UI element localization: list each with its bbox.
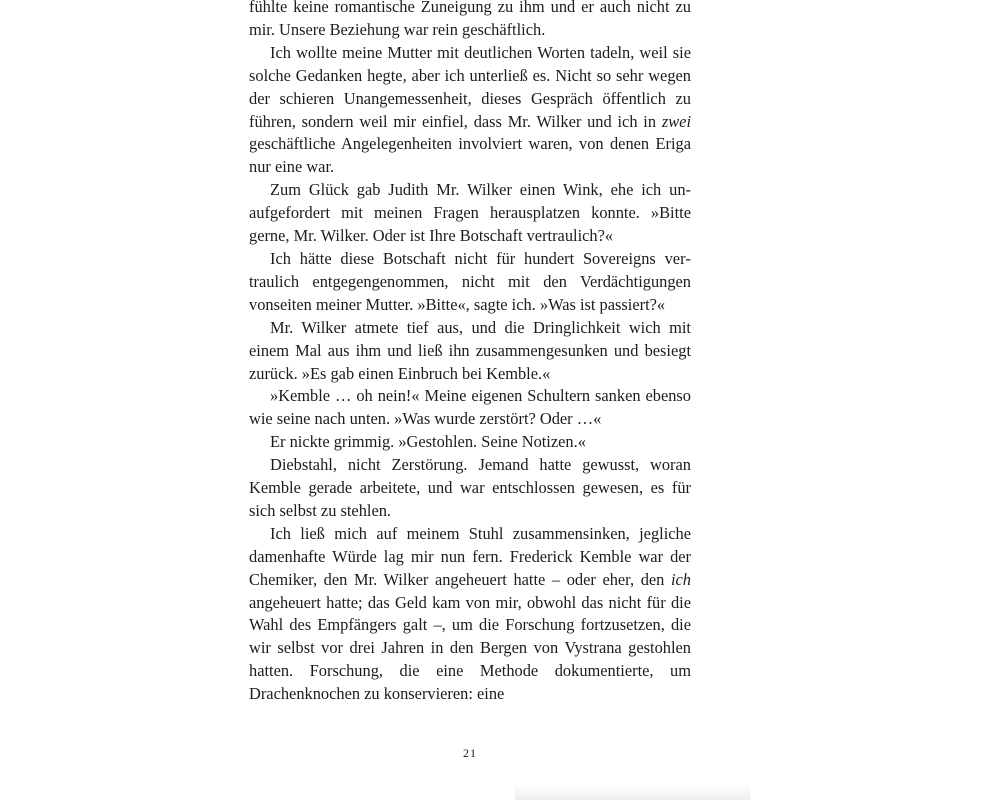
paragraph — [249, 317, 691, 386]
paragraph — [249, 0, 691, 42]
text-segment: Ich ließ mich auf meinem Stuhl zusammensinken, jegliche damenhafte Würde lag mir nun fern. Frederick Kemble war der Chemiker, den Mr. Wilker angeheuert hatte – oder eher, den — [249, 523, 691, 589]
text-segment: geschäftliche Angelegenheiten involviert waren, von denen Eriga nur eine war. — [249, 134, 691, 177]
text-segment: fühlte keine romantische Zuneigung zu ihm und er auch nicht zu mir. Unsere Beziehung war rein geschäftlich. — [249, 0, 691, 39]
paragraph — [249, 454, 691, 523]
paragraph — [249, 248, 691, 317]
text-segment: Er nickte grimmig. »Gestohlen. Seine Notizen.« — [270, 432, 586, 452]
page-number: 21 — [463, 746, 477, 760]
text-segment: »Kemble … oh nein!« Meine eigenen Schultern sanken ebenso wie seine nach unten. »Was wurde zerstört? Oder …« — [249, 386, 691, 429]
paragraph — [249, 431, 691, 454]
body-text — [249, 0, 691, 706]
emphasis-text: zwei — [661, 111, 691, 131]
paragraph — [249, 179, 691, 248]
paragraph — [249, 523, 691, 706]
text-segment: angeheuert hatte; das Geld kam von mir, obwohl das nicht für die Wahl des Empfängers galt –, um die Forschung fortzusetzen, die wir selbst vor drei Jahren in den Bergen von Vystrana gestohlen hatten. Forschung, die eine Methode dokumentierte, um Drachenknochen zu konservieren: eine — [249, 592, 691, 704]
text-segment: Mr. Wilker atmete tief aus, und die Dringlichkeit wich mit einem Mal aus ihm und ließ ihn zusammengesunken und besiegt zurück. »Es gab einen Einbruch bei Kemble.« — [249, 317, 691, 383]
text-segment: Diebstahl, nicht Zerstörung. Jemand hatte gewusst, woran Kemble gerade arbeitete, und war entschlossen gewesen, es für sich selbst zu stehlen. — [249, 455, 691, 520]
text-segment: Ich wollte meine Mutter mit deutlichen Worten tadeln, weil sie solche Gedanken hegte, aber ich unterließ es. Nicht so sehr wegen der schieren Unangemessenheit, dieses Gespräch öffentlich zu führen, sondern weil mir einfiel, dass Mr. Wilker und ich in — [249, 42, 691, 131]
text-segment: Ich hätte diese Botschaft nicht für hundert Sovereigns vertraulich entgegengenommen, nicht mit den Verdächtigungen vonseiten meiner Mutter. »Bitte«, sagte ich. »Was ist passiert?« — [249, 248, 691, 314]
emphasis-text: ich — [670, 569, 691, 589]
paragraph — [249, 385, 691, 431]
paragraph — [249, 42, 691, 179]
page-shadow — [515, 784, 751, 800]
text-segment: Zum Glück gab Judith Mr. Wilker einen Wink, ehe ich unaufgefordert mit meinen Fragen herausplatzen konnte. »Bitte gerne, Mr. Wilker. Oder ist Ihre Botschaft vertraulich?« — [249, 180, 691, 246]
